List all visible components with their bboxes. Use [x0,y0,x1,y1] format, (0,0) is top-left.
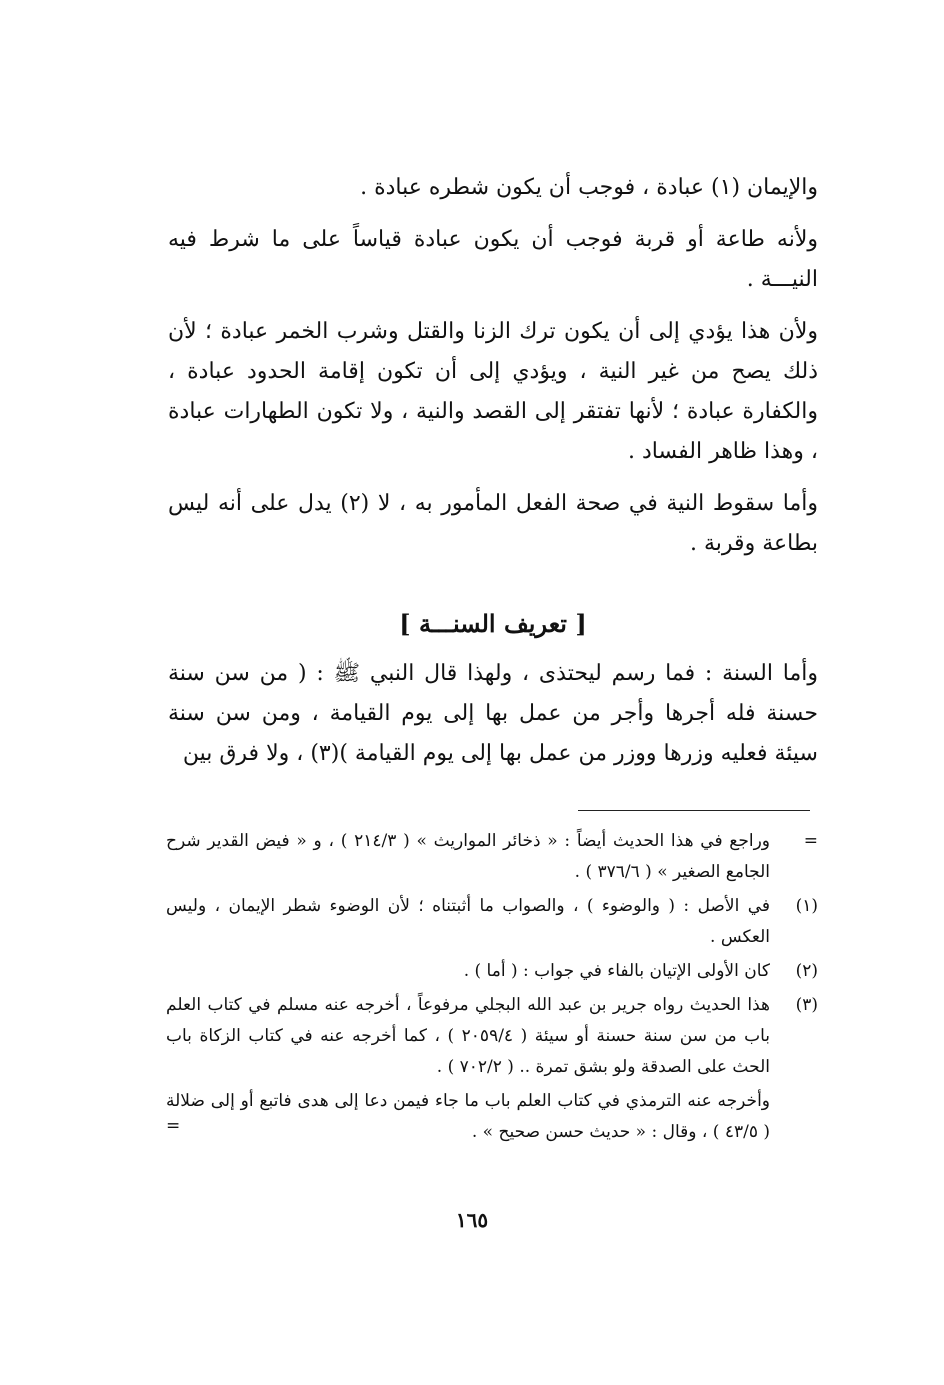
paragraph-4: وأما سقوط النية في صحة الفعل المأمور به ، لا (٢) يدل على أنه ليس بطاعة وقربة . [168,491,818,556]
footnote-text: في الأصل : ( والوضوء ) ، والصواب ما أثبتناه ؛ لأن الوضوء شطر الإيمان ، وليس العكس . [166,896,770,947]
footnote-text: وراجع في هذا الحديث أيضاً : « ذخائر المواريث » ( ٢١٤/٣ ) ، و « فيض القدير شرح الجامع الصغير » ( ٣٧٦/٦ ) . [166,831,770,882]
main-text [168,168,818,786]
page-number: ١٦٥ [455,1208,489,1232]
paragraph-3: ولأن هذا يؤدي إلى أن يكون ترك الزنا والقتل وشرب الخمر عبادة ؛ لأن ذلك يصح من غير النية ، ويؤدي إلى أن تكون إقامة الحدود عبادة ، والكفارة عبادة ؛ لأنها تفتقر إلى القصد والنية ، ولا تكون الطهارات عبادة ، وهذا ظاهر الفساد . [168,319,818,464]
section-heading: [ تعريف السنـــة ] [399,609,587,638]
footnote-separator [578,810,810,811]
continuation-mark: = [166,1116,181,1136]
footnote-mark: (٣) [795,995,818,1015]
footnote-3 [166,990,818,1083]
footnote-mark [770,1086,818,1148]
paragraph-1: والإيمان (١) عبادة ، فوجب أن يكون شطره عبادة . [360,175,818,200]
footnote-1 [166,891,818,953]
footnote-mark: = [803,831,818,851]
footnote-text: هذا الحديث رواه جرير بن عبد الله البجلي مرفوعاً ، أخرجه عنه مسلم في كتاب العلم باب من سن سنة حسنة أو سيئة ( ٢٠٥٩/٤ ) ، كما أخرجه عنه في كتاب الزكاة باب الحث على الصدقة ولو بشق تمرة .. ( ٧٠٢/٢ ) . [166,995,771,1077]
paragraph-5: وأما السنة : فما رسم ليحتذى ، ولهذا قال النبي ﷺ : ( من سن سنة حسنة فله أجرها وأجر من عمل بها إلى يوم القيامة ، ومن سن سنة سيئة فعليه وزرها ووزر من عمل بها إلى يوم القيامة )(٣) ، ولا فرق بين [168,661,818,766]
footnote-2 [166,956,818,987]
footnote-3-continued [166,1086,818,1148]
paragraph-2: ولأنه طاعة أو قربة فوجب أن يكون عبادة قياساً على ما شرط فيه النيـــة . [168,227,818,292]
footnotes [166,826,818,1142]
footnote-mark: (١) [795,896,818,916]
footnote-continuation [166,826,818,888]
footnote-text: كان الأولى الإتيان بالفاء في جواب : ( أما ) . [463,961,770,981]
footnote-mark: (٢) [795,961,818,981]
footnote-text: وأخرجه عنه الترمذي في كتاب العلم باب ما جاء فيمن دعا إلى هدى فاتبع أو إلى ضلالة ( ٤٣/٥ ) ، وقال : « حديث حسن صحيح » . [166,1091,770,1142]
